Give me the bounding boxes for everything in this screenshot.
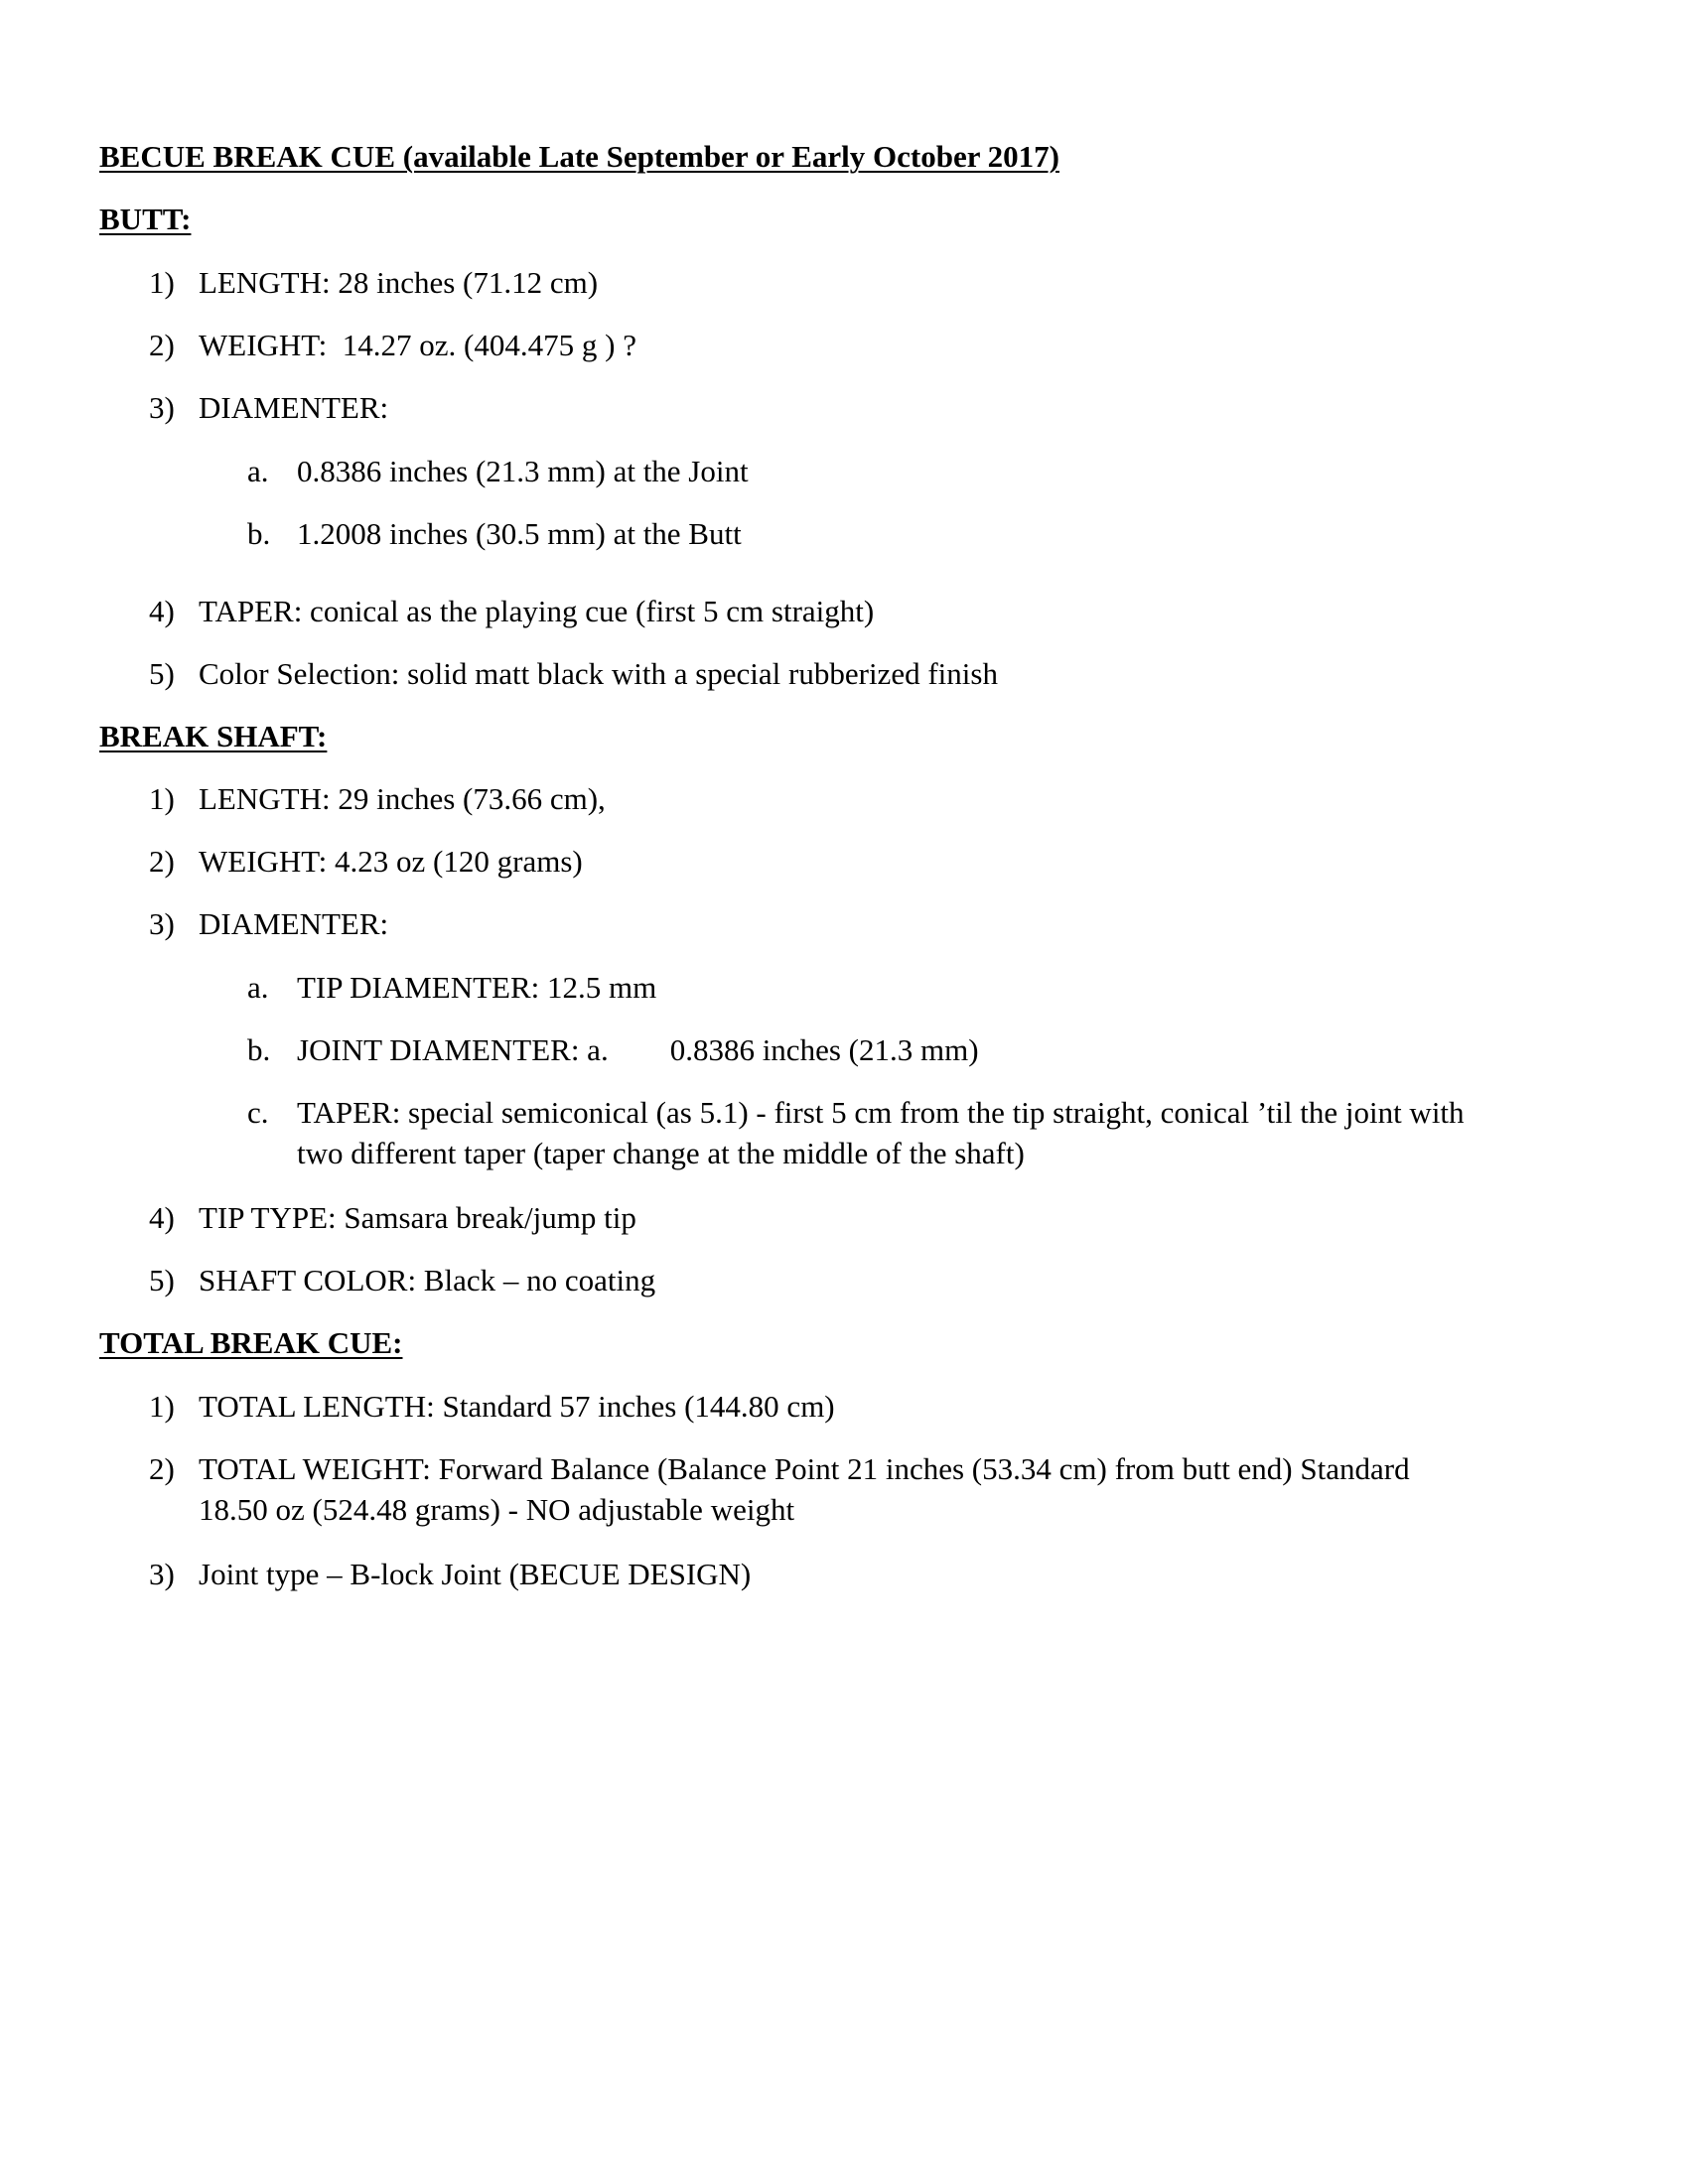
sub-list-marker: b.: [247, 1032, 271, 1067]
list-text: WEIGHT: 14.27 oz. (404.475 g ) ?: [199, 328, 636, 362]
sub-list-marker: a.: [247, 970, 269, 1005]
sub-list-text: two different taper (taper change at the middle of the shaft): [297, 1136, 1025, 1170]
section-heading-break-shaft: BREAK SHAFT:: [99, 719, 328, 753]
list-text: TIP TYPE: Samsara break/jump tip: [199, 1200, 636, 1235]
list-marker: 5): [149, 656, 175, 691]
list-marker: 2): [149, 1451, 175, 1486]
list-text: TAPER: conical as the playing cue (first 5 cm straight): [199, 594, 875, 628]
list-marker: 5): [149, 1263, 175, 1297]
sub-list-text: 0.8386 inches (21.3 mm) at the Joint: [297, 454, 749, 488]
sub-list-marker: b.: [247, 516, 271, 551]
list-text: Joint type – B-lock Joint (BECUE DESIGN): [199, 1557, 752, 1591]
list-text: LENGTH: 28 inches (71.12 cm): [199, 265, 599, 300]
document-title: BECUE BREAK CUE (available Late September or Early October 2017): [99, 139, 1059, 174]
list-marker: 2): [149, 844, 175, 879]
list-text: DIAMENTER:: [199, 906, 389, 941]
section-heading-butt: BUTT:: [99, 202, 192, 236]
sub-list-text: TIP DIAMENTER: 12.5 mm: [297, 970, 657, 1005]
list-marker: 3): [149, 390, 175, 425]
list-marker: 1): [149, 781, 175, 816]
list-text: Color Selection: solid matt black with a special rubberized finish: [199, 656, 998, 691]
sub-list-text: JOINT DIAMENTER: a. 0.8386 inches (21.3 mm): [297, 1032, 979, 1067]
list-marker: 4): [149, 1200, 175, 1235]
list-text: WEIGHT: 4.23 oz (120 grams): [199, 844, 583, 879]
list-text: SHAFT COLOR: Black – no coating: [199, 1263, 656, 1297]
list-marker: 2): [149, 328, 175, 362]
list-marker: 3): [149, 1557, 175, 1591]
list-marker: 4): [149, 594, 175, 628]
list-marker: 1): [149, 265, 175, 300]
sub-list-marker: a.: [247, 454, 269, 488]
list-marker: 1): [149, 1389, 175, 1424]
sub-list-marker: c.: [247, 1095, 269, 1130]
sub-list-text: TAPER: special semiconical (as 5.1) - first 5 cm from the tip straight, conical ’til the joint with: [297, 1095, 1465, 1130]
list-text: LENGTH: 29 inches (73.66 cm),: [199, 781, 606, 816]
list-text: 18.50 oz (524.48 grams) - NO adjustable weight: [199, 1492, 795, 1527]
list-text: DIAMENTER:: [199, 390, 389, 425]
list-text: TOTAL LENGTH: Standard 57 inches (144.80 cm): [199, 1389, 835, 1424]
sub-list-text: 1.2008 inches (30.5 mm) at the Butt: [297, 516, 742, 551]
list-marker: 3): [149, 906, 175, 941]
list-text: TOTAL WEIGHT: Forward Balance (Balance Point 21 inches (53.34 cm) from butt end) Standard: [199, 1451, 1410, 1486]
section-heading-total-break-cue: TOTAL BREAK CUE:: [99, 1325, 403, 1360]
